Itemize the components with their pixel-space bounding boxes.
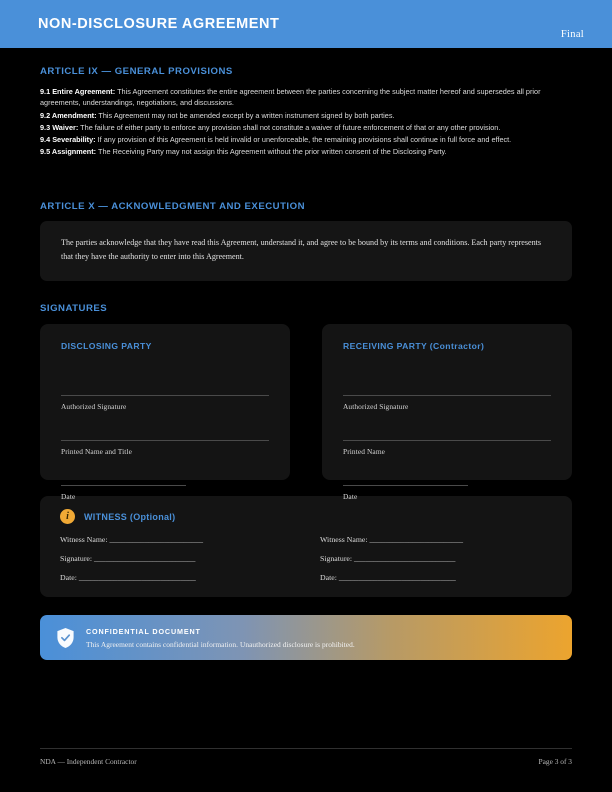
signature-field-label: Authorized Signature: [343, 402, 409, 412]
signatures-spacer: [40, 281, 572, 303]
clause-9-3-term: Waiver:: [52, 122, 79, 132]
clause-9-2-term: Amendment:: [51, 110, 97, 120]
signature-card-disclosing-party: [40, 324, 290, 502]
witness-signature-field[interactable]: Signature: __________________________: [320, 553, 456, 563]
witness-column-left: [60, 536, 292, 581]
signature-rule: [61, 440, 269, 441]
witness-column-right: [320, 536, 552, 581]
clause-9-2-number: 9.2: [40, 110, 51, 120]
banner-spacer: [40, 597, 572, 615]
witness-signature-field[interactable]: Signature: __________________________: [60, 553, 196, 563]
acknowledgment-text: The parties acknowledge that they have read this Agreement, understand it, and agree to be bound by its terms and conditions. Each party represents that they have the authority to enter into this Agreement.: [61, 237, 542, 261]
witness-date-field[interactable]: Date: ______________________________: [60, 572, 196, 582]
info-icon: i: [60, 509, 75, 524]
clause-9-3-text: The failure of either party to enforce any provision shall not constitute a waiver of future enforcement of that or any other provision.: [78, 122, 501, 132]
witness-box: [40, 496, 572, 597]
confidential-banner-title: CONFIDENTIAL DOCUMENT: [86, 626, 201, 636]
witness-name-field[interactable]: Witness Name: ________________________: [320, 535, 464, 545]
acknowledgment-box: [40, 221, 572, 281]
signature-rule: [343, 395, 551, 396]
clause-9-3-number: 9.3: [40, 122, 51, 132]
confidential-banner: [40, 615, 572, 660]
signature-rule: [61, 395, 269, 396]
document-footer: [40, 748, 572, 766]
signature-field-authorized-signature[interactable]: [61, 395, 269, 411]
signature-card-title: RECEIVING PARTY (Contractor): [343, 341, 485, 352]
shield-check-icon: [56, 627, 75, 649]
signature-card-title: DISCLOSING PARTY: [61, 341, 152, 352]
signature-field-date[interactable]: [61, 485, 269, 501]
signature-card-receiving-party: [322, 324, 572, 502]
clause-9-4-text: If any provision of this Agreement is held invalid or unenforceable, the remaining provisions shall continue in full force and effect.: [95, 135, 512, 145]
signatures-heading: SIGNATURES: [40, 303, 108, 315]
clause-9-4-number: 9.4: [40, 135, 51, 145]
clause-9-3: [40, 122, 572, 133]
clause-9-1-number: 9.1: [40, 87, 51, 96]
signature-field-label: Printed Name and Title: [61, 447, 132, 457]
signature-field-printed-name[interactable]: [61, 440, 269, 456]
signature-rule: [343, 485, 468, 486]
signature-field-date[interactable]: [343, 485, 551, 501]
clause-9-2-text: This Agreement may not be amended except by a written instrument signed by both parties.: [96, 110, 395, 120]
article-x-heading: ARTICLE X — ACKNOWLEDGMENT AND EXECUTION: [40, 200, 305, 212]
status-badge: Final: [560, 29, 584, 40]
witness-date-field[interactable]: Date: ______________________________: [320, 572, 456, 582]
signature-field-label: Authorized Signature: [61, 402, 127, 412]
document-header-bar: [0, 0, 612, 48]
confidential-banner-subtitle: This Agreement contains confidential information. Unauthorized disclosure is prohibited.: [86, 639, 355, 649]
signature-field-label: Printed Name: [343, 447, 386, 457]
signature-field-label: Date: [61, 492, 76, 502]
footer-row: [40, 757, 572, 766]
signature-field-label: Date: [343, 492, 358, 502]
witness-header: [60, 509, 552, 524]
signature-rule: [61, 485, 186, 486]
signature-field-printed-name[interactable]: [343, 440, 551, 456]
signature-rule: [343, 440, 551, 441]
clause-9-5: [40, 146, 572, 157]
clause-9-2: [40, 110, 572, 121]
footer-divider: [40, 748, 572, 749]
witness-title: WITNESS (Optional): [84, 511, 176, 522]
clause-9-5-term: Assignment:: [51, 147, 97, 157]
article-ix-heading: ARTICLE IX — GENERAL PROVISIONS: [40, 66, 233, 77]
clause-9-1-term: Entire Agreement:: [52, 87, 116, 96]
clause-9-1: [40, 86, 572, 109]
clause-9-5-number: 9.5: [40, 147, 51, 157]
footer-page-number: Page 3 of 3: [538, 757, 572, 766]
clause-9-5-text: The Receiving Party may not assign this Agreement without the prior written consent of the Disclosing Party.: [96, 147, 447, 157]
footer-document-label: NDA — Independent Contractor: [40, 757, 137, 766]
signature-field-authorized-signature[interactable]: [343, 395, 551, 411]
witness-name-field[interactable]: Witness Name: ________________________: [60, 535, 204, 545]
confidential-banner-text: [86, 627, 355, 649]
signature-cards-row: [40, 324, 572, 502]
document-content: [40, 66, 572, 660]
document-body: [0, 48, 612, 792]
clause-9-4-term: Severability:: [52, 135, 96, 145]
page-title: NON-DISCLOSURE AGREEMENT: [38, 16, 280, 32]
witness-columns: [60, 536, 552, 581]
section-spacer: [40, 159, 572, 201]
clause-9-4: [40, 134, 572, 145]
clause-9-1-text: This Agreement constitutes the entire agreement between the parties concerning the subject matter hereof and supersedes all prior agreements, understandings, negotiations, and discussions.: [40, 87, 541, 108]
